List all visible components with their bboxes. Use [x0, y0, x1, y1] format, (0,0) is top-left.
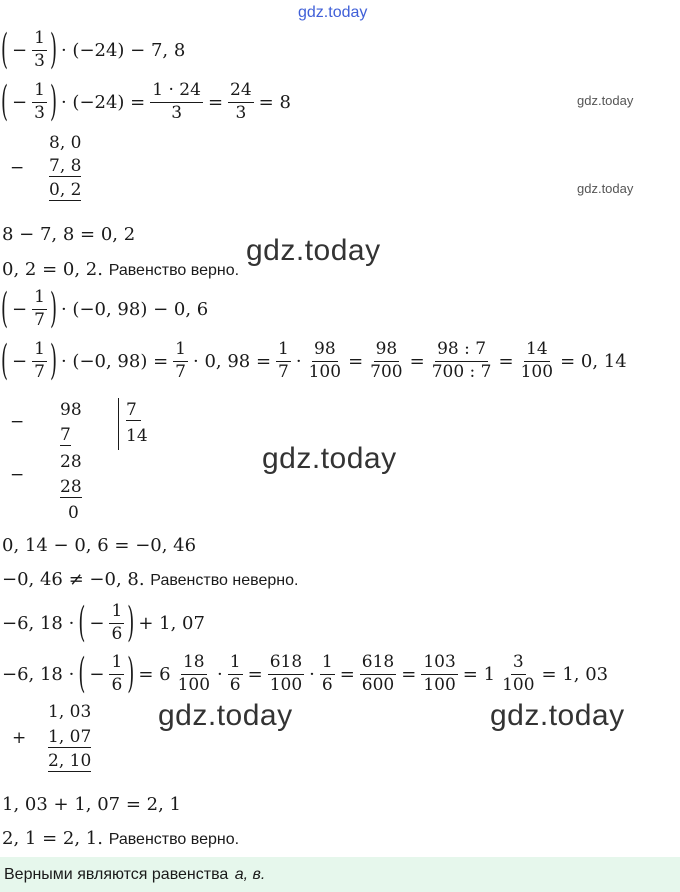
fraction: $\frac{618}{100}$ [269, 651, 303, 695]
remainder: 0 [68, 503, 79, 523]
expr-a-line1: ( − $\frac{1}{3}$ ) · (−24) − 7, 8 [1, 25, 186, 75]
fraction: $\frac{24}{3}$ [230, 79, 252, 123]
fraction: $\frac{14}{100}$ [520, 338, 554, 382]
watermark-big-2: gdz.today [262, 442, 397, 475]
fraction: $\frac{103}{100}$ [423, 651, 456, 695]
dividend: 98 [60, 400, 82, 420]
answer-text: Верными являются равенства а, в. [4, 865, 266, 883]
fraction: $\frac{98}{700}$ [370, 338, 403, 382]
column-top: 8, 0 [49, 133, 82, 153]
fraction: $\frac{1}{6}$ [111, 651, 123, 695]
check-c: 1, 03 + 1, 07 = 2, 1 [2, 794, 181, 815]
fraction: $\frac{1 \cdot 24}{3}$ [152, 79, 201, 123]
watermark-big-4: gdz.today [490, 699, 625, 732]
plus-sign: + [12, 728, 27, 748]
watermark-small-1: gdz.today [577, 93, 634, 108]
fraction: $\frac{1}{7}$ [175, 338, 186, 382]
fraction: $\frac{1}{7}$ [278, 338, 289, 382]
minus-sign: − [10, 158, 25, 178]
conclusion-a: 0, 2 = 0, 2. Равенство верно. [2, 259, 240, 280]
check-a: 8 − 7, 8 = 0, 2 [2, 224, 136, 245]
column-addend: 1, 07 [48, 727, 92, 747]
watermark-big-1: gdz.today [246, 234, 381, 267]
expr-a-line2: ( − $\frac{1}{3}$ ) · (−24) = $\frac{1 \cdot 24}{3}$ = $\frac{24}{3}$ = 8 [1, 77, 291, 127]
column-result: 0, 2 [49, 180, 82, 200]
column-result: 2, 10 [48, 751, 92, 771]
watermark-top: gdz.today [298, 4, 368, 21]
fraction: $\frac{1}{7}$ [34, 286, 45, 330]
watermark-big-3: gdz.today [158, 699, 293, 732]
division-bar [118, 398, 119, 450]
conclusion-b: −0, 46 ≠ −0, 8. Равенство неверно. [2, 569, 299, 590]
partial-remainder: 28 [60, 452, 82, 472]
divisor: 7 [126, 402, 141, 421]
fraction: 18 100 [177, 651, 211, 695]
minus-sign: − [10, 465, 25, 485]
partial-product: 7 [60, 425, 71, 445]
expr-b-line2: ( − $\frac{1}{7}$ ) · (−0, 98) = $\frac{1}{7}$ · 0, 98 = $\frac{1}{7}$ · $\frac{98}{100}$ = $\frac{98}{700}$ = $\frac{98 : 7}{700 : 7}$ = $\frac{14}{100}$ = 0, 14 [1, 336, 627, 386]
fraction: $\frac{1}{6}$ [111, 600, 123, 644]
conclusion-c: 2, 1 = 2, 1. Равенство верно. [2, 828, 240, 849]
expr-c-line2: −6, 18 · ( − $\frac{1}{6}$ ) = 6 18 100 · $\frac{1}{6}$ = $\frac{618}{100}$ · $\frac{1}{6}$ = $\frac{618}{600}$ = $\frac{103}{100}$ = 1 $\frac{3}{100}$ = 1, 03 [2, 649, 609, 699]
fraction: $\frac{98}{100}$ [308, 338, 342, 382]
fraction: $\frac{1}{7}$ [34, 338, 45, 382]
expr-b-line1: ( − $\frac{1}{7}$ ) · (−0, 98) − 0, 6 [1, 284, 209, 334]
quotient: 14 [126, 426, 148, 446]
watermark-small-2: gdz.today [577, 181, 634, 196]
minus-sign: − [10, 412, 25, 432]
partial-product: 28 [60, 477, 82, 497]
fraction: $\frac{1}{3}$ [34, 79, 45, 123]
expr-c-line1: −6, 18 · ( − $\frac{1}{6}$ ) + 1, 07 [2, 598, 205, 648]
column-subtrahend: 7, 8 [49, 156, 82, 176]
answer-banner [0, 857, 680, 892]
fraction: $\frac{1}{6}$ [229, 651, 241, 695]
check-b: 0, 14 − 0, 6 = −0, 46 [2, 535, 197, 556]
fraction: $\frac{1}{6}$ [321, 651, 333, 695]
fraction: $\frac{1}{3}$ [34, 27, 45, 71]
column-top: 1, 03 [48, 702, 92, 722]
fraction: $\frac{3}{100}$ [502, 651, 535, 695]
fraction: $\frac{618}{600}$ [361, 651, 395, 695]
fraction: $\frac{98 : 7}{700 : 7}$ [431, 338, 492, 382]
